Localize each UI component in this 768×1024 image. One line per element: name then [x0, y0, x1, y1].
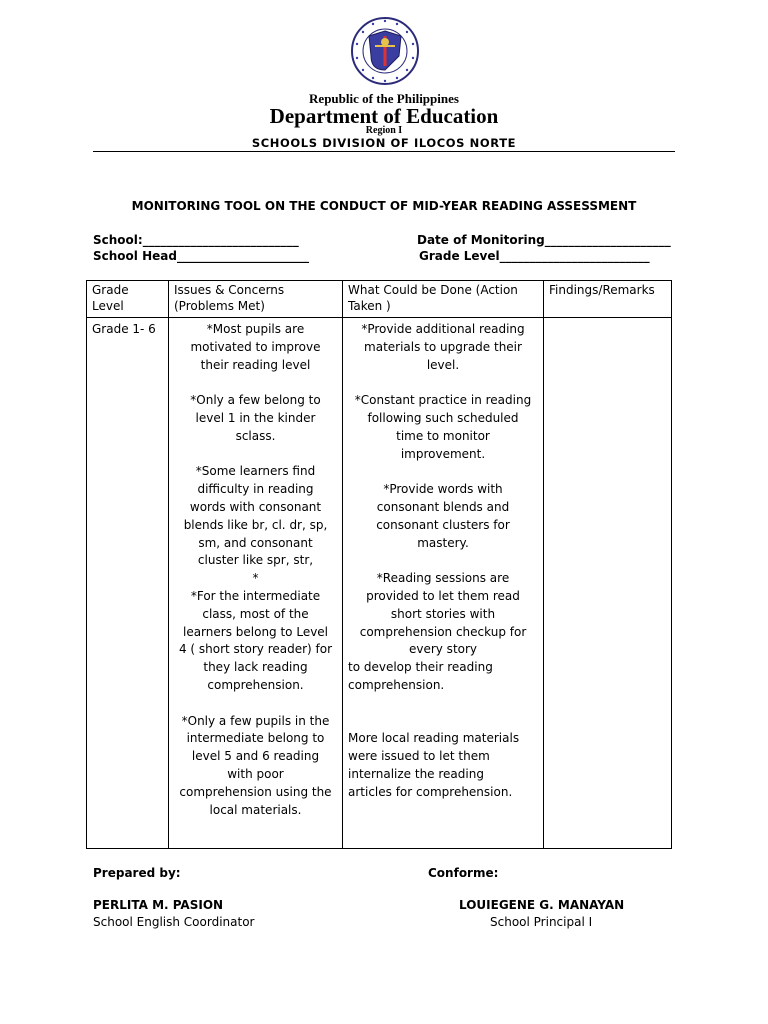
- conforme-label: Conforme:: [428, 866, 499, 880]
- prepared-by-label: Prepared by:: [93, 866, 181, 880]
- department-heading: Department of Education: [269, 104, 499, 128]
- header-issues-concerns: Issues & Concerns (Problems Met): [169, 281, 343, 318]
- preparer-name: PERLITA M. PASION: [93, 898, 224, 912]
- republic-heading: Republic of the Philippines: [309, 91, 459, 106]
- region-heading: Region I: [365, 125, 403, 136]
- division-heading: SCHOOLS DIVISION OF ILOCOS NORTE: [251, 136, 517, 150]
- monitoring-table: [86, 280, 672, 849]
- header-grade-level: Grade Level: [87, 281, 169, 318]
- issues-cell: *Most pupils are motivated to improve their reading level *Only a few belong to level 1 in the kinder sclass. *Some learners find difficulty in reading words with consonant blends like br, cl. dr, sp, sm, and consonant cluster like spr, str, * *For the intermediate class, most of the learners belong to Level 4 ( short story reader) for they lack reading comprehension. *Only a few pupils in the intermediate belong to level 5 and 6 reading with poor comprehension using the local materials.: [169, 318, 343, 849]
- header-findings-remarks: Findings/Remarks: [544, 281, 672, 318]
- actions-left-text: to develop their reading comprehension. More local reading materials were issued to let them internalize the reading articles for comprehension.: [348, 660, 520, 799]
- findings-cell: [544, 318, 672, 849]
- header-action-taken: What Could be Done (Action Taken ): [343, 281, 544, 318]
- header-divider: [93, 151, 675, 152]
- approver-name: LOUIEGENE G. MANAYAN: [459, 898, 625, 912]
- deped-seal-logo: [349, 16, 421, 86]
- date-of-monitoring-field: Date of Monitoring_____________________: [417, 233, 671, 247]
- school-field: School:__________________________: [93, 233, 299, 247]
- actions-centered-text: *Provide additional reading materials to upgrade their level. *Constant practice in reading following such scheduled time to monitor improvement. *Provide words with consonant blends and consonant clusters for mastery. *Reading sessions are provided to let them read short stories with comprehension checkup for every story: [354, 322, 532, 657]
- school-head-field: School Head______________________: [93, 249, 309, 263]
- actions-cell: [343, 318, 544, 849]
- document-title: MONITORING TOOL ON THE CONDUCT OF MID-YEAR READING ASSESSMENT: [131, 199, 637, 213]
- preparer-title: School English Coordinator: [93, 915, 255, 929]
- grade-level-field: Grade Level_________________________: [419, 249, 650, 263]
- table-row: [87, 318, 672, 849]
- table-header-row: [87, 281, 672, 318]
- grade-cell: Grade 1- 6: [87, 318, 169, 849]
- approver-title: School Principal I: [490, 915, 593, 929]
